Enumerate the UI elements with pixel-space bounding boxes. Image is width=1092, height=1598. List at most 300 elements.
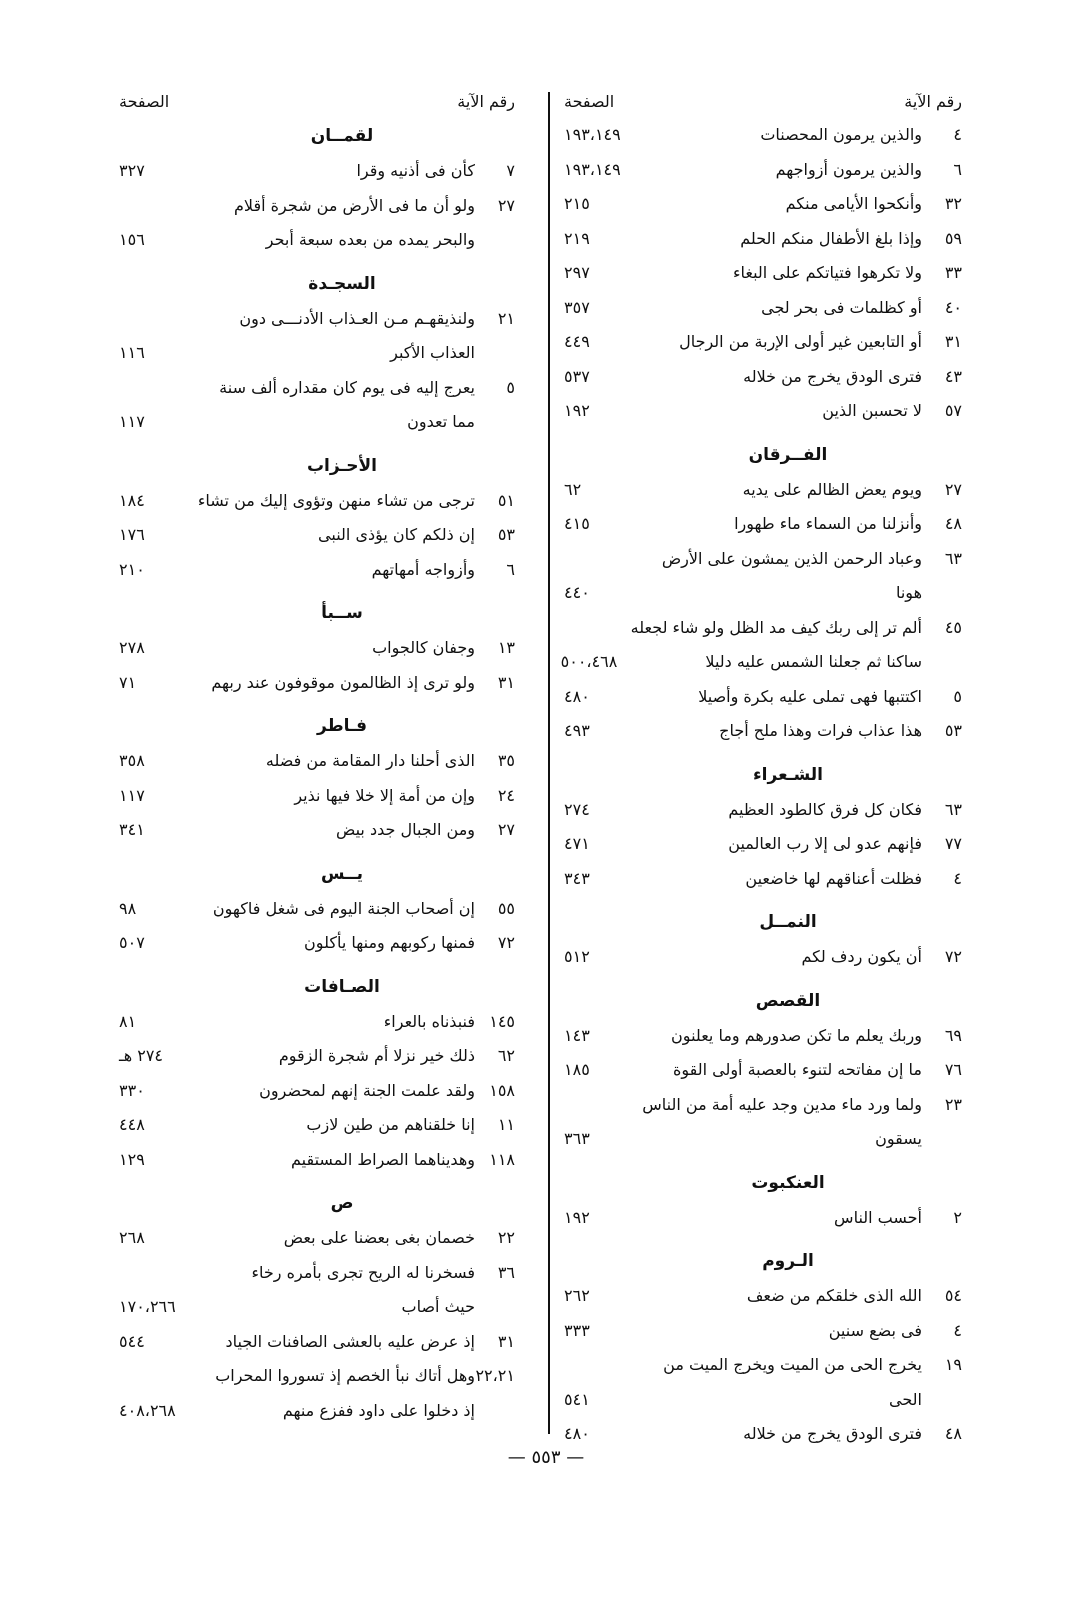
verse-number: ٥١ <box>497 490 515 510</box>
index-column-left <box>119 86 515 1436</box>
page-reference: ١١٧ <box>119 412 145 431</box>
section-gap <box>564 1235 962 1243</box>
page-reference: ٣٥٧ <box>564 297 590 317</box>
verse-number: ٢١ <box>497 308 515 328</box>
entry-line <box>119 405 475 440</box>
verse-number: ٢٢،٢١ <box>475 1366 515 1385</box>
page-reference: ٣٢٧ <box>119 161 145 180</box>
section-gap <box>564 429 962 437</box>
entry-line <box>119 892 475 927</box>
page-reference: ٣٣٠ <box>119 1080 145 1100</box>
entry-line <box>119 553 475 588</box>
index-entry <box>119 926 515 961</box>
index-entry <box>564 940 962 975</box>
entry-lines <box>119 1221 475 1256</box>
column-divider <box>548 92 550 1434</box>
section-gap <box>119 1428 515 1436</box>
index-entry <box>564 1019 962 1054</box>
verse-number: ٢ <box>953 1207 962 1227</box>
index-entry <box>119 371 515 440</box>
entry-line <box>564 576 922 611</box>
page-reference: ١٩٣،١٤٩ <box>564 125 621 144</box>
verse-text: إن ذلكم كان يؤذى النبى <box>318 525 475 544</box>
entry-line <box>119 484 475 519</box>
page-reference: ١٥٦ <box>119 230 145 249</box>
page-reference: ٣٤١ <box>119 820 145 839</box>
entry-lines <box>564 256 922 291</box>
surah-heading: ص <box>330 1193 354 1213</box>
surah-heading: يــس <box>320 863 364 884</box>
entry-lines <box>119 553 475 588</box>
page-reference: ٣٣٣ <box>564 1320 590 1340</box>
entry-lines <box>564 1279 922 1314</box>
page-reference: ٥٠٠،٤٦٨ <box>560 652 618 671</box>
index-entry <box>119 154 515 189</box>
verse-text: وإن من أمة إلا خلا فيها نذير <box>294 785 475 805</box>
index-entry <box>564 1053 962 1088</box>
entry-line <box>119 1359 475 1394</box>
entry-lines <box>119 1108 475 1143</box>
index-entry <box>119 189 515 258</box>
entry-line <box>564 1279 922 1314</box>
verse-number: ٢٣ <box>944 1094 962 1114</box>
entry-line <box>564 793 922 828</box>
entry-line <box>564 1383 922 1418</box>
page-reference: ٢١٥ <box>564 194 590 213</box>
entry-line <box>119 631 475 666</box>
index-entry <box>564 793 962 828</box>
entry-line <box>119 1074 475 1109</box>
verse-text: كأن فى أذنيه وقرا <box>356 161 475 180</box>
verse-text: أن يكون ردف لكم <box>801 947 922 966</box>
page-reference: ٢٦٢ <box>564 1286 590 1305</box>
entry-line <box>119 1005 475 1040</box>
index-entry <box>564 507 962 542</box>
page-reference: ٢٩٧ <box>564 263 590 282</box>
verse-number: ١٤٥ <box>489 1011 515 1031</box>
verse-number: ٦ <box>506 559 515 579</box>
entry-line <box>564 1053 922 1088</box>
entry-lines <box>119 302 475 371</box>
page-reference: ٢٦٨ <box>119 1228 145 1247</box>
entry-line <box>564 153 922 188</box>
verse-number: ١١٨ <box>489 1149 515 1169</box>
verse-number: ٥٩ <box>944 228 962 248</box>
index-entry <box>119 1256 515 1325</box>
verse-number: ٤ <box>953 125 962 144</box>
page-reference: ١٧٦ <box>119 525 145 544</box>
verse-number: ٦٩ <box>944 1025 962 1045</box>
verse-text: لا تحسبن الذين <box>822 401 922 420</box>
entry-line <box>564 940 922 975</box>
entry-line <box>119 1256 475 1291</box>
entry-line <box>119 1143 475 1178</box>
verse-text: الذى أحلنا دار المقامة من فضله <box>265 751 475 770</box>
entry-lines <box>119 484 475 519</box>
section-gap <box>564 1157 962 1165</box>
verse-text: خصمان بغى بعضنا على بعض <box>283 1228 475 1247</box>
verse-text: وهل أتاك نبأ الخصم إذ تسوروا المحراب <box>215 1366 475 1385</box>
entry-lines <box>564 1088 922 1157</box>
entry-line <box>564 542 922 577</box>
page-reference: ٨١ <box>119 1011 137 1031</box>
page-reference: ٤٤٩ <box>564 332 590 351</box>
verse-number: ٢٤ <box>497 785 515 805</box>
page-reference: ٢٧٤ <box>564 799 590 819</box>
entry-lines <box>119 1074 475 1109</box>
section-gap <box>119 1177 515 1185</box>
entry-line <box>119 223 475 258</box>
verse-text: ساكنا ثم جعلنا الشمس عليه دليلا <box>705 652 922 671</box>
index-entry <box>119 484 515 519</box>
verse-number: ٥٧ <box>944 401 962 420</box>
verse-text: الحى <box>889 1389 922 1409</box>
surah-heading: السجـدة <box>308 273 376 294</box>
verse-number: ٣١ <box>497 1331 515 1351</box>
entry-line <box>564 507 922 542</box>
entry-lines <box>119 1256 475 1325</box>
entry-lines <box>564 1053 922 1088</box>
entry-lines <box>564 507 922 542</box>
verse-text: إذ عرض عليه بالعشى الصافنات الجياد <box>225 1331 475 1351</box>
index-entry <box>564 291 962 326</box>
verse-text: وعباد الرحمن الذين يمشون على الأرض <box>661 548 922 568</box>
verse-number-header: رقم الآية <box>904 92 962 111</box>
entry-line <box>564 118 922 153</box>
index-entry <box>564 118 962 153</box>
surah-heading: لقمــان <box>310 126 374 146</box>
section-gap <box>119 700 515 708</box>
verse-text: وأنكحوا الأيامى منكم <box>785 194 922 213</box>
surah-heading: القصص <box>755 990 821 1011</box>
index-entry <box>119 744 515 779</box>
page-reference: ١٢٩ <box>119 1149 145 1169</box>
index-entry <box>564 1348 962 1417</box>
index-entry <box>119 518 515 553</box>
entry-line <box>119 779 475 814</box>
verse-number: ٤٥ <box>944 617 962 637</box>
verse-number: ٥٥ <box>497 898 515 918</box>
index-entry <box>564 394 962 429</box>
verse-text: ولما ورد ماء مدين وجد عليه أمة من الناس <box>642 1094 922 1114</box>
verse-number: ٥٣ <box>944 721 962 740</box>
page-reference: ٢٧٨ <box>119 638 145 657</box>
section-gap <box>119 848 515 856</box>
page-reference: ٤١٥ <box>564 514 590 533</box>
index-entry <box>119 631 515 666</box>
page-reference: ٢١٠ <box>119 559 145 579</box>
page-reference: ٥٤٤ <box>119 1331 145 1351</box>
page-number-header: الصفحة <box>564 92 615 111</box>
page-reference: ٤٤٠ <box>564 583 590 602</box>
page-reference: ١٩٣،١٤٩ <box>564 159 621 179</box>
section-gap <box>564 749 962 757</box>
column-header <box>564 86 962 118</box>
verse-text: الله الذى خلقكم من ضعف <box>746 1286 922 1305</box>
verse-text: والذين يرمون المحصنات <box>760 125 922 144</box>
verse-number: ٤ <box>953 868 962 888</box>
entry-line <box>119 813 475 848</box>
verse-text: فترى الودق يخرج من خلاله <box>743 366 922 386</box>
entry-lines <box>119 154 475 189</box>
verse-text: أو التابعين غير أولى الإربة من الرجال <box>679 332 922 351</box>
page-reference: ١٤٣ <box>564 1025 590 1045</box>
verse-text: إن أصحاب الجنة اليوم فى شغل فاكهون <box>212 898 475 918</box>
section-gap <box>119 258 515 266</box>
verse-number: ٥٣ <box>497 525 515 544</box>
verse-text: أو كظلمات فى بحر لجى <box>761 297 922 317</box>
page-reference: ٥١٢ <box>564 947 590 966</box>
verse-number: ٣١ <box>944 332 962 351</box>
verse-text: والبحر يمده من بعده سبعة أبحر <box>265 230 475 249</box>
page-reference: ٤٤٨ <box>119 1115 145 1134</box>
verse-number: ٣٥ <box>497 751 515 770</box>
entry-lines <box>564 793 922 828</box>
index-entry <box>564 827 962 862</box>
entry-line <box>564 1122 922 1157</box>
verse-number: ٣٦ <box>497 1262 515 1282</box>
verse-text: مما تعدون <box>407 412 475 431</box>
entry-line <box>119 744 475 779</box>
entry-line <box>564 1314 922 1349</box>
verse-number: ١٣ <box>497 638 515 657</box>
index-entry <box>119 1143 515 1178</box>
verse-number: ٦ <box>953 159 962 179</box>
index-entry <box>119 553 515 588</box>
verse-text: ولنذيقهـم مـن العـذاب الأدنـــى دون <box>239 308 475 328</box>
entry-lines <box>564 394 922 429</box>
verse-text: ولقد علمت الجنة إنهم لمحضرون <box>259 1080 475 1100</box>
entry-line <box>564 222 922 257</box>
verse-text: فإنهم عدو لى إلا رب العالمين <box>728 834 922 853</box>
entry-lines <box>119 1039 475 1074</box>
entry-line <box>564 1019 922 1054</box>
entry-line <box>564 680 922 715</box>
entry-lines <box>564 473 922 508</box>
entry-lines <box>564 118 922 153</box>
verse-text: ما إن مفاتحه لتنوء بالعصبة أولى القوة <box>672 1060 922 1079</box>
surah-heading: الأحـزاب <box>306 455 378 476</box>
verse-text: ذلك خير نزلا أم شجرة الزقوم <box>278 1046 475 1065</box>
entry-line <box>564 325 922 360</box>
verse-text: وإذا بلغ الأطفال منكم الحلم <box>740 228 922 248</box>
entry-line <box>564 714 922 749</box>
index-entry <box>564 1279 962 1314</box>
surah-heading: الشـعراء <box>752 764 823 785</box>
section-gap <box>119 440 515 448</box>
page-reference: ١٨٥ <box>564 1060 590 1079</box>
entry-lines <box>564 153 922 188</box>
page-reference: ٣٦٣ <box>564 1129 590 1148</box>
page-reference: ٤٨٠ <box>564 686 590 706</box>
entry-line <box>119 1394 475 1429</box>
entry-line <box>564 473 922 508</box>
entry-lines <box>564 1314 922 1349</box>
entry-lines <box>119 371 475 440</box>
column-header <box>119 86 515 118</box>
entry-lines <box>119 189 475 258</box>
entry-line <box>564 862 922 897</box>
verse-number: ٤٠ <box>944 297 962 317</box>
verse-number: ٧٢ <box>944 947 962 966</box>
entry-lines <box>564 360 922 395</box>
page-reference: ٣٥٨ <box>119 751 145 770</box>
verse-text: العذاب الأكبر <box>390 343 475 362</box>
surah-heading: النمــل <box>759 912 817 932</box>
verse-text: فكان كل فرق كالطود العظيم <box>728 799 922 819</box>
index-entry <box>119 1221 515 1256</box>
index-entry <box>119 813 515 848</box>
section-gap <box>564 975 962 983</box>
entry-lines <box>564 325 922 360</box>
column-entries <box>119 118 515 1436</box>
verse-number: ٥ <box>953 686 962 706</box>
entry-line <box>564 1348 922 1383</box>
index-entry <box>564 862 962 897</box>
surah-heading: ســبأ <box>321 603 363 623</box>
verse-number: ٤ <box>953 1320 962 1340</box>
entry-line <box>564 360 922 395</box>
page-reference: ٤٧١ <box>564 834 590 853</box>
entry-lines <box>119 926 475 961</box>
verse-number: ٢٧ <box>497 195 515 215</box>
page-reference: ٤٨٠ <box>564 1424 590 1443</box>
entry-lines <box>119 1325 475 1360</box>
verse-text: فمنها ركوبهم ومنها يأكلون <box>304 933 475 952</box>
page-reference: ١٧٠،٢٦٦ <box>119 1297 176 1316</box>
entry-line <box>564 1088 922 1123</box>
page-reference: ٥٤١ <box>564 1389 590 1409</box>
index-entry <box>564 222 962 257</box>
verse-number: ٧ <box>506 161 515 180</box>
entry-line <box>119 371 475 406</box>
verse-text: فترى الودق يخرج من خلاله <box>743 1424 922 1443</box>
verse-number: ٧٧ <box>944 834 962 853</box>
verse-text: ولو أن ما فى الأرض من شجرة أقلام <box>234 195 475 215</box>
entry-lines <box>119 666 475 701</box>
entry-lines <box>564 827 922 862</box>
index-entry <box>119 1359 515 1428</box>
verse-number: ٣٣ <box>944 263 962 282</box>
entry-line <box>119 518 475 553</box>
page-number-footer: — ٥٥٣ — <box>507 1447 585 1468</box>
verse-text: حيث أصاب <box>401 1297 475 1316</box>
page-reference: ٤٠٨،٢٦٨ <box>119 1400 176 1420</box>
verse-text: يخرج الحى من الميت ويخرج الميت من <box>663 1355 922 1374</box>
verse-text: ومن الجبال جدد بيض <box>335 820 475 839</box>
entry-lines <box>564 714 922 749</box>
page-reference: ١٩٢ <box>564 401 590 420</box>
surah-heading: الـروم <box>762 1251 814 1271</box>
verse-text: إنا خلقناهم من طين لازب <box>306 1115 475 1134</box>
entry-line <box>119 336 475 371</box>
entry-lines <box>119 892 475 927</box>
index-entry <box>560 611 962 680</box>
index-entry <box>564 1314 962 1349</box>
verse-text: اكتتبها فهى تملى عليه بكرة وأصيلا <box>698 686 922 706</box>
index-entry <box>119 1005 515 1040</box>
section-gap <box>119 587 515 595</box>
index-entry <box>119 779 515 814</box>
page-reference: ١٨٤ <box>119 490 145 510</box>
page-reference: ٢٧٤ هـ <box>119 1046 163 1065</box>
verse-text: ولا تكرهوا فتياتكم على البغاء <box>732 263 922 282</box>
entry-lines <box>119 1005 475 1040</box>
page-reference: ٣٤٣ <box>564 868 590 888</box>
index-entry <box>564 360 962 395</box>
entry-lines <box>564 1348 922 1417</box>
verse-text: هذا عذاب فرات وهذا ملح أجاج <box>719 721 922 740</box>
surah-heading: فـاطر <box>317 716 367 736</box>
index-entry <box>119 892 515 927</box>
entry-lines <box>564 940 922 975</box>
entry-lines <box>119 813 475 848</box>
index-entry <box>564 680 962 715</box>
index-entry <box>564 1088 962 1157</box>
entry-lines <box>119 1143 475 1178</box>
index-entry <box>564 1201 962 1236</box>
entry-line <box>564 1201 922 1236</box>
verse-text: ترجى من تشاء منهن وتؤوى إليك من تشاء <box>197 490 475 510</box>
section-gap <box>564 896 962 904</box>
verse-text: والذين يرمون أزواجهم <box>775 159 922 179</box>
surah-heading: العنكبوت <box>751 1172 825 1193</box>
page-reference: ٧١ <box>119 672 137 692</box>
verse-number: ١٩ <box>944 1355 962 1374</box>
entry-line <box>119 154 475 189</box>
verse-text: فنبذناه بالعراء <box>383 1011 475 1031</box>
entry-line <box>119 302 475 337</box>
entry-lines <box>564 187 922 222</box>
page-reference: ١١٧ <box>119 785 145 805</box>
section-gap <box>119 961 515 969</box>
verse-number: ٢٧ <box>944 479 962 499</box>
verse-number: ١٥٨ <box>489 1080 515 1100</box>
verse-number: ٥ <box>506 377 515 397</box>
verse-text: ويوم يعض الظالم على يديه <box>742 479 922 499</box>
index-entry <box>564 714 962 749</box>
entry-line <box>119 1221 475 1256</box>
verse-text: فى بضع سنين <box>828 1320 922 1340</box>
page-reference: ٦٢ <box>564 479 582 499</box>
index-entry <box>564 542 962 611</box>
entry-line <box>564 187 922 222</box>
verse-text: وهديناهما الصراط المستقيم <box>291 1149 475 1169</box>
page-reference: ٩٨ <box>119 898 137 918</box>
entry-line <box>564 256 922 291</box>
page-reference: ٥٣٧ <box>564 366 590 386</box>
page-reference: ٢١٩ <box>564 228 590 248</box>
entry-line <box>564 827 922 862</box>
verse-number: ٦٢ <box>497 1046 515 1065</box>
verse-text: يعرج إليه فى يوم كان مقداره ألف سنة <box>219 377 475 397</box>
entry-lines <box>564 542 922 611</box>
verse-number: ٤٨ <box>944 1424 962 1443</box>
verse-number: ٢٢ <box>497 1228 515 1247</box>
verse-number: ٤٣ <box>944 366 962 386</box>
verse-number: ٣٢ <box>944 194 962 213</box>
index-entry <box>564 325 962 360</box>
index-entry <box>119 666 515 701</box>
index-entry <box>564 153 962 188</box>
verse-text: وربك يعلم ما تكن صدورهم وما يعلنون <box>671 1025 922 1045</box>
entry-line <box>119 1108 475 1143</box>
entry-lines <box>564 222 922 257</box>
verse-text: أحسب الناس <box>834 1207 922 1227</box>
verse-number: ٧٦ <box>944 1060 962 1079</box>
entry-line <box>119 189 475 224</box>
verse-number-header: رقم الآية <box>457 92 515 111</box>
